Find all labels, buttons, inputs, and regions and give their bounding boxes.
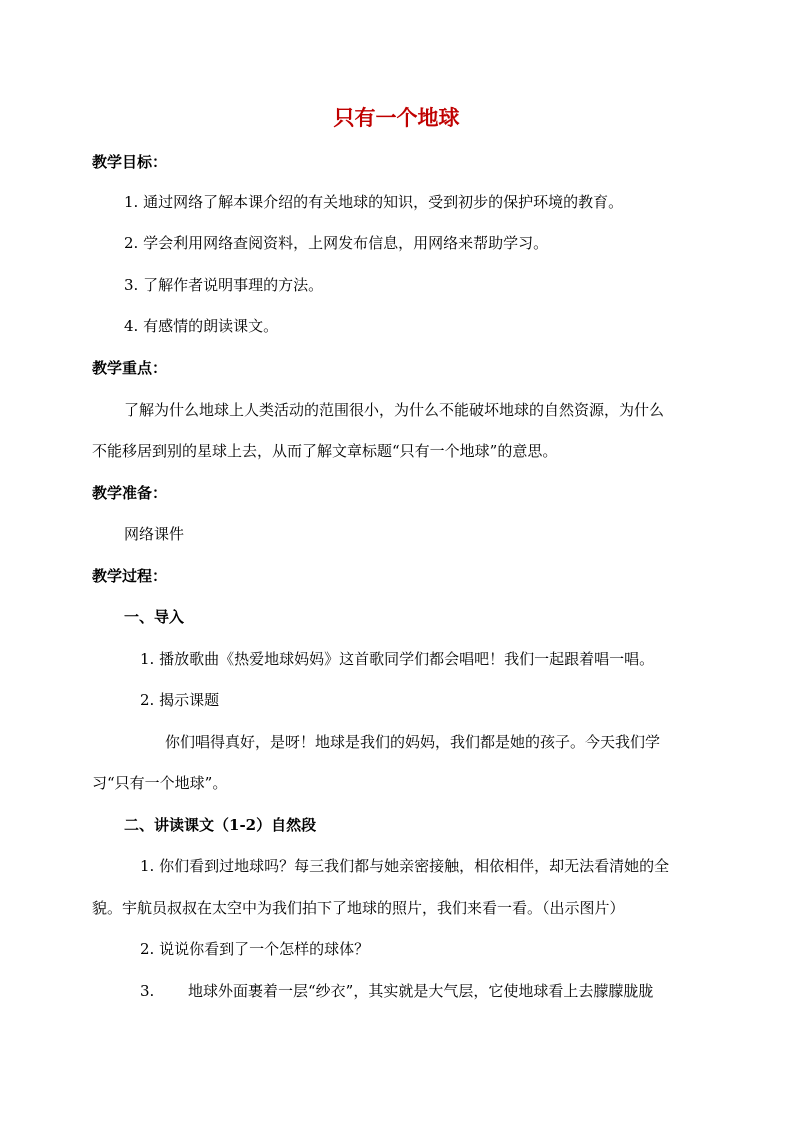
focus-line-1: 了解为什么地球上人类活动的范围很小，为什么不能破坏地球的自然资源，为什么 <box>124 401 665 419</box>
part2-item-3-text: 地球外面裹着一层“纱衣”，其实就是大气层，它使地球看上去朦朦胧胧 <box>188 982 654 1000</box>
goal-item-3: 3. 了解作者说明事理的方法。 <box>124 276 324 294</box>
goal-item-4: 4. 有感情的朗读课文。 <box>124 317 279 335</box>
prep-text: 网络课件 <box>124 525 185 543</box>
focus-heading: 教学重点： <box>92 359 168 377</box>
focus-line-2: 不能移居到别的星球上去，从而了解文章标题“只有一个地球”的意思。 <box>92 442 558 460</box>
part2-item-2: 2. 说说你看到了一个怎样的球体？ <box>140 940 370 958</box>
goals-heading: 教学目标： <box>92 153 168 171</box>
part2-item-3-number: 3. <box>140 982 155 1000</box>
part1-item-1: 1. 播放歌曲《热爱地球妈妈》这首歌同学们都会唱吧！我们一起跟着唱一唱。 <box>140 650 655 668</box>
part1-heading: 一、导入 <box>124 608 185 626</box>
page-title: 只有一个地球 <box>333 105 460 130</box>
process-heading: 教学过程： <box>92 567 168 585</box>
part2-heading: 二、讲读课文（1-2）自然段 <box>124 816 317 834</box>
part2-item-1-line-2: 貌。宇航员叔叔在太空中为我们拍下了地球的照片，我们来看一看。（出示图片） <box>92 899 625 917</box>
part2-item-1-line-1: 1. 你们看到过地球吗？每三我们都与她亲密接触，相依相伴，却无法看清她的全 <box>140 857 670 875</box>
goal-item-1: 1. 通过网络了解本课介绍的有关地球的知识，受到初步的保护环境的教育。 <box>124 193 624 211</box>
goal-item-2: 2. 学会利用网络查阅资料，上网发布信息，用网络来帮助学习。 <box>124 234 549 252</box>
prep-heading: 教学准备： <box>92 484 168 502</box>
part1-item-2: 2. 揭示课题 <box>140 691 220 709</box>
part1-para-line-1: 你们唱得真好，是呀！地球是我们的妈妈，我们都是她的孩子。今天我们学 <box>165 733 661 751</box>
part1-para-line-2: 习“只有一个地球”。 <box>92 774 228 792</box>
